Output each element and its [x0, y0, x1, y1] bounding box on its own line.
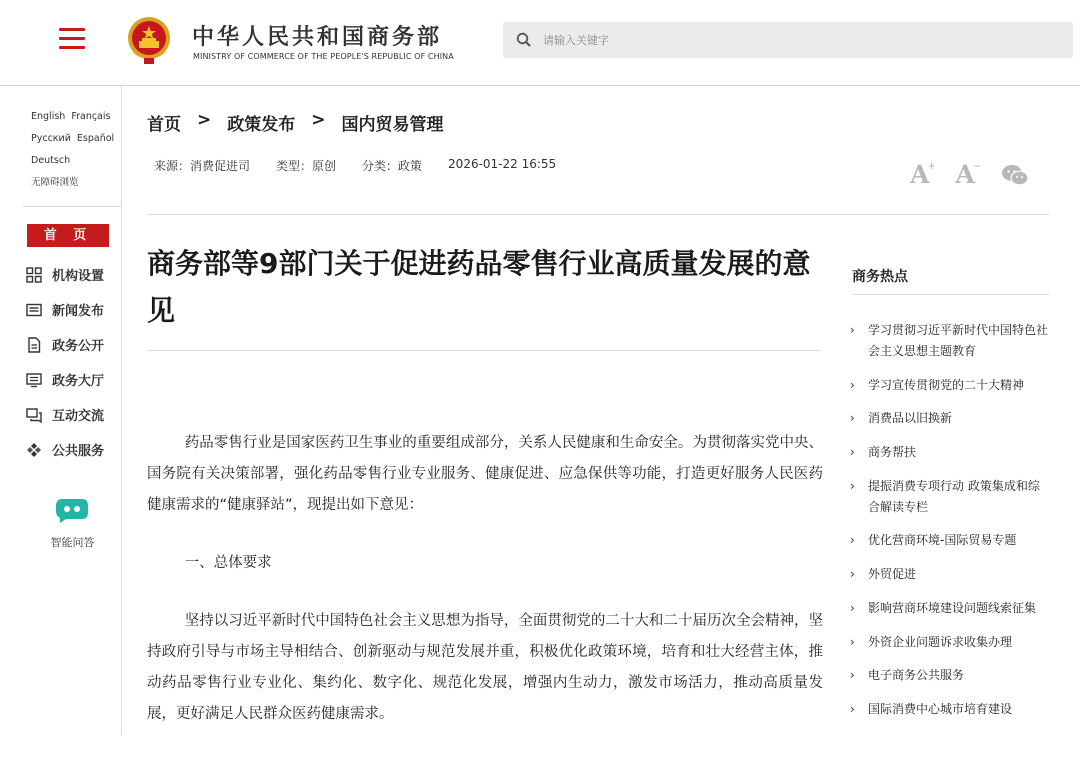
wechat-icon[interactable] [1001, 164, 1029, 186]
meta-category: 分类：政策 [362, 159, 423, 173]
chevron-right-icon: › [850, 668, 855, 683]
hot-item[interactable] [850, 320, 1050, 362]
lang-english[interactable]: English [31, 111, 66, 122]
newspaper-icon [26, 302, 42, 318]
hot-topics-title: 商务热点 [852, 269, 908, 285]
left-sidebar [23, 86, 122, 735]
chevron-right-icon: › [850, 600, 855, 615]
hot-item-label: 影响营商环境建设问题线索征集 [868, 600, 1037, 615]
sidebar-item-news[interactable] [26, 292, 104, 327]
sidebar-item-label: 机构设置 [52, 269, 105, 284]
sidebar-item-public-service[interactable] [26, 432, 104, 467]
chevron-right-icon: › [850, 567, 855, 582]
article-paragraph: 坚持以习近平新时代中国特色社会主义思想为指导，全面贯彻党的二十大和二十届历次全会精神，坚持政府引导与市场主导相结合、创新驱动与规范发展并重，积极优化政策环境，培育和壮大经营主体，推动药品零售行业专业化、集约化、数字化、规范化发展，增强内生动力，激发市场活力，推动高质量发展，更好满足人民群众医药健康需求。 [147, 613, 823, 722]
chevron-right-icon: › [850, 701, 855, 716]
hot-item-label: 学习宣传贯彻党的二十大精神 [868, 377, 1025, 392]
sidebar-item-interaction[interactable] [26, 397, 104, 432]
sidebar-item-label: 互动交流 [52, 409, 105, 424]
hot-item-label: 商务帮扶 [868, 445, 917, 460]
chat-icon [26, 407, 42, 423]
sidebar-item-label: 公共服务 [52, 444, 105, 459]
sidebar-item-public-affairs[interactable] [26, 327, 104, 362]
meta-type: 类型：原创 [276, 159, 337, 173]
article-meta [154, 157, 582, 174]
hot-item-label: 外资企业问题诉求收集办理 [868, 634, 1013, 649]
service-icon [26, 442, 42, 458]
minus-icon: − [973, 162, 981, 172]
hot-item[interactable] [850, 632, 1050, 653]
site-header [0, 0, 1080, 86]
plus-icon: + [927, 162, 936, 172]
hot-item[interactable] [850, 598, 1050, 619]
divider [852, 294, 1049, 295]
hot-item[interactable] [850, 408, 1050, 429]
hot-item[interactable] [850, 530, 1050, 551]
search-input[interactable] [543, 22, 1043, 58]
breadcrumb-home[interactable]: 首页 [147, 115, 181, 135]
hot-item-label: 电子商务公共服务 [868, 668, 965, 683]
sidebar-item-label: 政务公开 [52, 339, 105, 354]
sidebar-item-label: 政务大厅 [52, 374, 105, 389]
font-small-label: A [955, 160, 975, 189]
hot-item-label: 外贸促进 [868, 567, 917, 582]
chevron-right-icon: › [850, 323, 855, 337]
chevron-right-icon: › [850, 411, 855, 426]
chevron-right-icon: › [850, 377, 855, 392]
sidebar-item-label: 新闻发布 [52, 304, 105, 319]
search-icon[interactable] [516, 32, 532, 48]
sidebar-item-service-hall[interactable] [26, 362, 104, 397]
chatbot-label[interactable]: 智能问答 [50, 536, 95, 549]
hot-item-label: 消费品以旧换新 [868, 411, 953, 426]
hot-item[interactable] [850, 665, 1050, 686]
document-icon [26, 337, 42, 353]
font-decrease-button[interactable] [955, 160, 981, 189]
font-large-label: A [910, 160, 930, 189]
breadcrumb [147, 110, 444, 135]
hot-item-label: 提振消费专项行动 政策集成和综合解读专栏 [868, 478, 1040, 514]
divider [147, 350, 821, 351]
breadcrumb-separator: > [197, 110, 212, 130]
hot-item[interactable] [850, 476, 1050, 518]
hot-topics-list [850, 320, 1050, 733]
font-increase-button[interactable] [910, 160, 936, 189]
national-emblem-icon[interactable] [124, 14, 174, 68]
chevron-right-icon: › [850, 634, 855, 649]
monitor-icon [26, 372, 42, 388]
accessibility-link[interactable]: 无障碍浏览 [31, 177, 79, 188]
hot-item[interactable] [850, 442, 1050, 463]
hot-item[interactable] [850, 564, 1050, 585]
meta-date: 2026-01-22 16:55 [448, 157, 557, 171]
nav-home-button[interactable]: 首 页 [27, 224, 109, 247]
site-subtitle: MINISTRY OF COMMERCE OF THE PEOPLE'S REPUBLIC OF CHINA [193, 52, 454, 61]
chevron-right-icon: › [850, 533, 855, 548]
section-heading: 一、总体要求 [184, 555, 272, 571]
lang-french[interactable]: Français [71, 111, 111, 122]
hot-item-label: 国际消费中心城市培育建设 [868, 701, 1013, 716]
menu-icon[interactable] [59, 28, 85, 50]
hot-item-label: 优化营商环境-国际贸易专题 [868, 533, 1017, 548]
lang-spanish[interactable]: Español [76, 133, 115, 144]
lang-german[interactable]: Deutsch [31, 155, 71, 166]
breadcrumb-domestic-trade[interactable]: 国内贸易管理 [341, 115, 444, 135]
chatbot-icon[interactable] [54, 496, 90, 524]
grid-icon [26, 267, 42, 283]
hot-item[interactable] [850, 699, 1050, 720]
meta-source: 来源：消费促进司 [154, 159, 251, 173]
sidebar-nav [26, 257, 104, 467]
search-bar[interactable] [503, 22, 1073, 58]
hot-item-label: 学习贯彻习近平新时代中国特色社会主义思想主题教育 [868, 323, 1049, 358]
site-title[interactable]: 中华人民共和国商务部 [192, 25, 443, 50]
article-tools [910, 160, 1029, 189]
breadcrumb-policy[interactable]: 政策发布 [227, 115, 296, 135]
lang-russian[interactable]: Русский [31, 133, 71, 144]
chevron-right-icon: › [850, 478, 855, 493]
language-links [23, 86, 121, 194]
article-title: 商务部等9部门关于促进药品零售行业高质量发展的意见 [147, 247, 811, 327]
article-body [147, 428, 823, 757]
chevron-right-icon: › [850, 445, 855, 460]
divider [23, 206, 122, 207]
sidebar-item-organization[interactable] [26, 257, 104, 292]
article-paragraph: 药品零售行业是国家医药卫生事业的重要组成部分，关系人民健康和生命安全。为贯彻落实党中央、国务院有关决策部署，强化药品零售行业专业服务、健康促进、应急保供等功能，打造更好服务人民医药健康需求的“健康驿站”，现提出如下意见： [147, 435, 823, 513]
breadcrumb-separator: > [311, 110, 326, 130]
hot-item[interactable] [850, 375, 1050, 396]
divider [147, 214, 1049, 215]
